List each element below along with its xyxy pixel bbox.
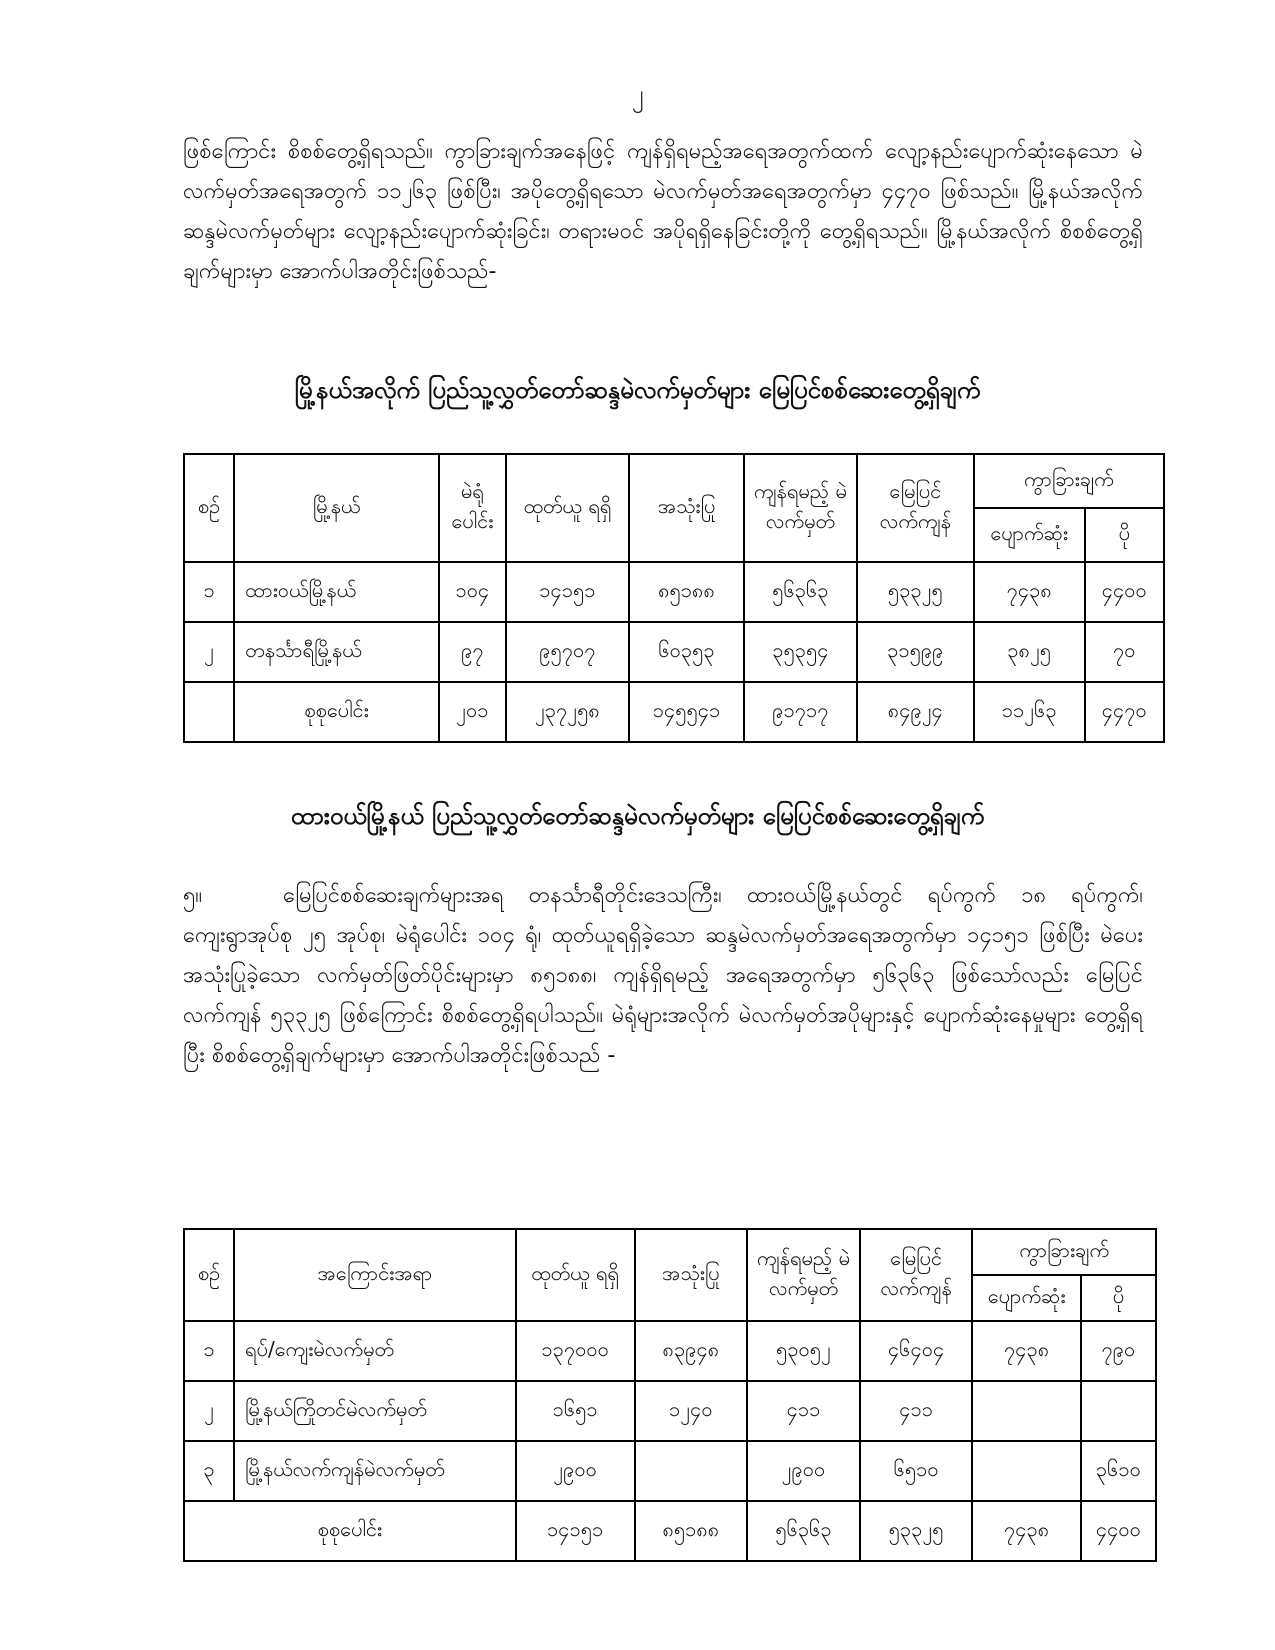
cell-remaining-should: ၂၉၀၀ xyxy=(747,1441,860,1501)
cell-lost: ၇၄၃၈ xyxy=(972,1501,1080,1561)
cell-ground-remaining: ၈၄၉၂၄ xyxy=(857,682,974,742)
header-township: မြို့နယ် xyxy=(234,454,439,562)
cell-lost: ၇၄၃၈ xyxy=(972,1321,1080,1381)
cell-extra: ၄၄၀၀ xyxy=(1081,1501,1156,1561)
cell-used: ၈၅၁၈၈ xyxy=(629,562,744,622)
cell-stations: ၁၀၄ xyxy=(439,562,506,622)
cell-used: ၁၂၄၀ xyxy=(635,1381,748,1441)
header-extra: ပို xyxy=(1085,508,1164,562)
cell-subject: ရပ်/ကျေးမဲလက်မှတ် xyxy=(234,1321,516,1381)
cell-received: ၂၉၀၀ xyxy=(516,1441,635,1501)
cell-received: ၁၄၁၅၁ xyxy=(506,562,629,622)
header-ground-remaining: မြေပြင် လက်ကျန် xyxy=(857,454,974,562)
cell-stations: ၂၀၁ xyxy=(439,682,506,742)
cell-no: ၁ xyxy=(184,562,234,622)
paragraph-text: မြေပြင်စစ်ဆေးချက်များအရ တနင်္သာရီတိုင်းဒေသကြီး၊ ထားဝယ်မြို့နယ်တွင် ရပ်ကွက် ၁၈ ရပ်ကွက်၊ ကျေးရွာအုပ်စု ၂၅ အုပ်စု၊ မဲရုံပေါင်း ၁၀၄ ရုံ၊ ထုတ်ယူရရှိခဲ့သော ဆန္ဒမဲလက်မှတ်အရေအတွက်မှာ ၁၄၁၅၁ ဖြစ်ပြီး မဲပေးအသုံးပြုခဲ့သော လက်မှတ်ဖြတ်ပိုင်းများမှာ ၈၅၁၈၈၊ ကျန်ရှိရမည့် အရေအတွက်မှာ ၅၆၃၆၃ ဖြစ်သော်လည်း မြေပြင်လက်ကျန် ၅၃၃၂၅ ဖြစ်ကြောင်း စိစစ်တွေ့ရှိရပါသည်။ မဲရုံများအလိုက် မဲလက်မှတ်အပိုများနှင့် ပျောက်ဆုံးနေမှုများ တွေ့ရှိရပြီး စိစစ်တွေ့ရှိချက်များမှာ အောက်ပါအတိုင်းဖြစ်သည် - xyxy=(183,883,1143,1068)
cell-remaining-should: ၉၁၇၁၇ xyxy=(744,682,857,742)
table-total-row xyxy=(184,1501,1156,1561)
header-subject: အကြောင်းအရာ xyxy=(234,1229,516,1321)
cell-ground-remaining: ၅၃၃၂၅ xyxy=(857,562,974,622)
cell-no: ၂ xyxy=(184,622,234,682)
cell-lost: ၁၁၂၆၃ xyxy=(974,682,1085,742)
cell-no xyxy=(184,682,234,742)
cell-stations: ၉၇ xyxy=(439,622,506,682)
cell-extra: ၃၆၁၀ xyxy=(1081,1441,1156,1501)
cell-remaining-should: ၃၅၃၅၄ xyxy=(744,622,857,682)
cell-ground-remaining: ၆၅၁၀ xyxy=(860,1441,973,1501)
table-row xyxy=(184,562,1164,622)
header-difference: ကွာခြားချက် xyxy=(974,454,1164,508)
cell-lost: ၃၈၂၅ xyxy=(974,622,1085,682)
table-header-row xyxy=(184,454,1164,508)
table-row xyxy=(184,622,1164,682)
cell-subject: မြို့နယ်ကြိုတင်မဲလက်မှတ် xyxy=(234,1381,516,1441)
township-summary-table xyxy=(183,453,1165,743)
cell-ground-remaining: ၄၁၁ xyxy=(860,1381,973,1441)
cell-township: တနင်္သာရီမြို့နယ် xyxy=(234,622,439,682)
cell-extra: ၇၀ xyxy=(1085,622,1164,682)
table-row xyxy=(184,1441,1156,1501)
dawei-detail-table xyxy=(183,1228,1157,1562)
cell-extra: ၄၄၀၀ xyxy=(1085,562,1164,622)
cell-lost: ၇၄၃၈ xyxy=(974,562,1085,622)
township-table-heading: မြို့နယ်အလိုက် ပြည်သူ့လွှတ်တော်ဆန္ဒမဲလက်မှတ်များ မြေပြင်စစ်ဆေးတွေ့ရှိချက် xyxy=(294,376,981,404)
header-received: ထုတ်ယူ ရရှိ xyxy=(506,454,629,562)
cell-received: ၂၃၇၂၅၈ xyxy=(506,682,629,742)
cell-no: ၁ xyxy=(184,1321,234,1381)
dawei-table-heading: ထားဝယ်မြို့နယ် ပြည်သူ့လွှတ်တော်ဆန္ဒမဲလက်မှတ်များ မြေပြင်စစ်ဆေးတွေ့ရှိချက် xyxy=(290,802,985,830)
header-difference: ကွာခြားချက် xyxy=(972,1229,1156,1275)
cell-received: ၉၅၇၀၇ xyxy=(506,622,629,682)
cell-extra xyxy=(1081,1381,1156,1441)
intro-paragraph: ဖြစ်ကြောင်း စိစစ်တွေ့ရှိရသည်။ ကွာခြားချက်အနေဖြင့် ကျန်ရှိရမည့်အရေအတွက်ထက် လျော့နည်းပျောက်ဆုံးနေသော မဲလက်မှတ်အရေအတွက် ၁၁၂၆၃ ဖြစ်ပြီး၊ အပိုတွေ့ရှိရသော မဲလက်မှတ်အရေအတွက်မှာ ၄၄၇၀ ဖြစ်သည်။ မြို့နယ်အလိုက် ဆန္ဒမဲလက်မှတ်များ လျော့နည်းပျောက်ဆုံးခြင်း၊ တရားမဝင် အပိုရရှိနေခြင်းတို့ကို တွေ့ရှိရသည်။ မြို့နယ်အလိုက် စိစစ်တွေ့ရှိချက်များမှာ အောက်ပါအတိုင်းဖြစ်သည်- xyxy=(183,139,1143,284)
cell-subject: မြို့နယ်လက်ကျန်မဲလက်မှတ် xyxy=(234,1441,516,1501)
cell-ground-remaining: ၅၃၃၂၅ xyxy=(860,1501,973,1561)
paragraph-number: ၅။ xyxy=(183,883,203,908)
header-remaining-should: ကျန်ရမည့် မဲလက်မှတ် xyxy=(744,454,857,562)
header-used: အသုံးပြု xyxy=(635,1229,748,1321)
table-row xyxy=(184,1321,1156,1381)
cell-remaining-should: ၅၃၀၅၂ xyxy=(747,1321,860,1381)
header-remaining-should: ကျန်ရမည့် မဲလက်မှတ် xyxy=(747,1229,860,1321)
table-header-row xyxy=(184,1229,1156,1275)
table-total-row xyxy=(184,682,1164,742)
cell-ground-remaining: ၃၁၅၉၉ xyxy=(857,622,974,682)
header-extra: ပို xyxy=(1081,1275,1156,1321)
cell-used xyxy=(635,1441,748,1501)
cell-used: ၈၃၉၄၈ xyxy=(635,1321,748,1381)
table-row xyxy=(184,1381,1156,1441)
cell-used: ၁၄၅၅၄၁ xyxy=(629,682,744,742)
header-used: အသုံးပြု xyxy=(629,454,744,562)
cell-extra: ၇၉၀ xyxy=(1081,1321,1156,1381)
cell-total-label: စုစုပေါင်း xyxy=(234,682,439,742)
page-number: ၂ xyxy=(631,80,644,108)
cell-total-label: စုစုပေါင်း xyxy=(184,1501,516,1561)
header-no: စဉ် xyxy=(184,1229,234,1321)
cell-received: ၁၄၁၅၁ xyxy=(516,1501,635,1561)
cell-no: ၃ xyxy=(184,1441,234,1501)
header-ground-remaining: မြေပြင် လက်ကျန် xyxy=(860,1229,973,1321)
dawei-paragraph xyxy=(183,876,1143,1076)
cell-no: ၂ xyxy=(184,1381,234,1441)
header-lost: ပျောက်ဆုံး xyxy=(972,1275,1080,1321)
cell-township: ထားဝယ်မြို့နယ် xyxy=(234,562,439,622)
header-stations: မဲရုံ ပေါင်း xyxy=(439,454,506,562)
cell-remaining-should: ၅၆၃၆၃ xyxy=(747,1501,860,1561)
cell-extra: ၄၄၇၀ xyxy=(1085,682,1164,742)
cell-received: ၁၆၅၁ xyxy=(516,1381,635,1441)
cell-ground-remaining: ၄၆၄၀၄ xyxy=(860,1321,973,1381)
cell-received: ၁၃၇၀၀၀ xyxy=(516,1321,635,1381)
header-no: စဉ် xyxy=(184,454,234,562)
cell-remaining-should: ၄၁၁ xyxy=(747,1381,860,1441)
cell-used: ၈၅၁၈၈ xyxy=(635,1501,748,1561)
cell-lost xyxy=(972,1381,1080,1441)
cell-lost xyxy=(972,1441,1080,1501)
header-received: ထုတ်ယူ ရရှိ xyxy=(516,1229,635,1321)
header-lost: ပျောက်ဆုံး xyxy=(974,508,1085,562)
cell-remaining-should: ၅၆၃၆၃ xyxy=(744,562,857,622)
cell-used: ၆၀၃၅၃ xyxy=(629,622,744,682)
